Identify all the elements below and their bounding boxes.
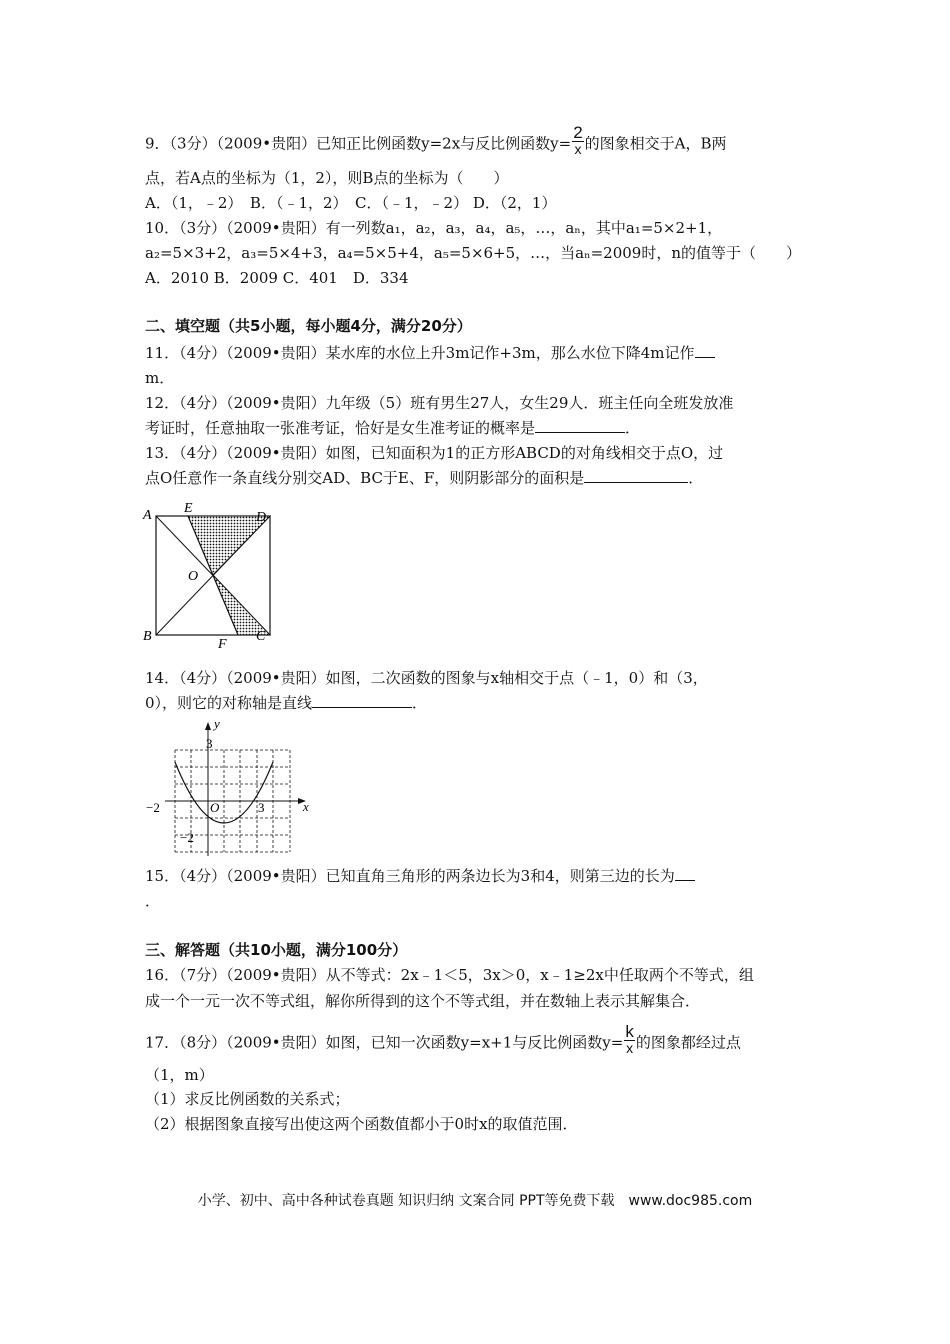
q17-text-a: 17．（8分）（2009•贵阳）如图，已知一次函数y=x+1与反比例函数y=	[145, 1033, 624, 1052]
label-e: E	[184, 501, 193, 516]
q14-parabola-figure	[140, 716, 320, 856]
q11-answer-blank	[695, 343, 715, 358]
q12-line1: 12．（4分）（2009•贵阳）九年级（5）班有男生27人，女生29人．班主任向全班发放准	[145, 394, 734, 412]
q14-line1: 14．（4分）（2009•贵阳）如图，二次函数的图象与x轴相交于点（﹣1，0）和（3，	[145, 669, 708, 687]
q13-answer-blank	[584, 468, 688, 483]
q10-options: A．2010 B．2009 C．401 D．334	[145, 269, 409, 287]
q9-fraction	[572, 124, 583, 157]
q17-text-b: 的图象都经过点	[635, 1033, 741, 1052]
q17-line2: （1，m）	[145, 1066, 214, 1084]
q13-line1: 13．（4分）（2009•贵阳）如图，已知面积为1的正方形ABCD的对角线相交于点O，过	[145, 444, 724, 462]
q13-period: ．	[688, 469, 704, 487]
q11-line2: m．	[145, 369, 175, 387]
section3-title: 三、解答题（共10小题，满分100分）	[145, 941, 408, 959]
q11-text: 11．（4分）（2009•贵阳）某水库的水位上升3m记作+3m，那么水位下降4m记作	[145, 344, 695, 362]
q15-line1	[145, 866, 695, 886]
q15-line2: ．	[145, 892, 161, 910]
q12-period: ．	[625, 419, 641, 437]
q17-frac-den: x	[626, 1040, 634, 1056]
q14-line2	[145, 693, 427, 713]
q17-line4: （2）根据图象直接写出使这两个函数值都小于0时x的取值范围．	[145, 1115, 578, 1133]
label-a: A	[143, 508, 152, 523]
q17-frac-num: k	[625, 1022, 634, 1041]
shaded-triangle-bottom	[213, 575, 270, 635]
label-d: D	[256, 510, 267, 525]
q17-fraction	[624, 1023, 635, 1056]
q9-frac-num: 2	[573, 123, 583, 142]
q17-line3: （1）求反比例函数的关系式；	[145, 1090, 350, 1108]
q14-answer-blank	[312, 693, 412, 708]
q12-answer-blank	[535, 418, 625, 433]
q13-line2	[145, 468, 703, 488]
q13-text: 点O任意作一条直线分别交AD、BC于E、F，则阴影部分的面积是	[145, 469, 585, 487]
label-o: O	[188, 569, 199, 584]
q12-text: 考证时，任意抽取一张准考证，恰好是女生准考证的概率是	[145, 419, 536, 437]
q14-period: ．	[412, 694, 428, 712]
tick-label-x3: 3	[258, 800, 265, 815]
tick-label-y3: 3	[206, 736, 213, 751]
tick-label-xneg2: −2	[146, 800, 160, 815]
q16-line1: 16．（7分）（2009•贵阳）从不等式：2x﹣1＜5，3x＞0，x﹣1≥2x中任取两个不等式，组	[145, 966, 754, 984]
section2-title: 二、填空题（共5小题，每小题4分，满分20分）	[145, 317, 472, 335]
origin-label: O	[210, 800, 220, 815]
label-f: F	[218, 637, 227, 648]
q15-text: 15．（4分）（2009•贵阳）已知直角三角形的两条边长为3和4，则第三边的长为	[145, 867, 675, 885]
q11-line1	[145, 343, 715, 363]
label-b: B	[143, 629, 152, 644]
q9-text-b: 的图象相交于A，B两	[584, 134, 727, 153]
tick-label-yneg2: −2	[180, 830, 194, 845]
q9-text-a: 9．（3分）（2009•贵阳）已知正比例函数y=2x与反比例函数y=	[145, 134, 572, 153]
q14-text: 0），则它的对称轴是直线	[145, 694, 313, 712]
x-axis-label: x	[303, 799, 309, 814]
page-footer[interactable]: 小学、初中、高中各种试卷真题 知识归纳 文案合同 PPT等免费下载 www.doc985.com	[197, 1193, 753, 1209]
q10-line2: a₂=5×3+2，a₃=5×4+3，a₄=5×5+4，a₅=5×6+5，…，当aₙ=2009时，n的值等于（ ）	[145, 244, 802, 262]
q9-line2: 点，若A点的坐标为（1，2），则B点的坐标为（ ）	[145, 169, 509, 187]
y-axis-arrow	[205, 722, 211, 730]
q12-line2	[145, 418, 640, 438]
label-c: C	[256, 629, 266, 644]
q9-line1	[145, 123, 727, 161]
y-axis-label: y	[214, 716, 220, 731]
q10-line1: 10．（3分）（2009•贵阳）有一列数a₁，a₂，a₃，a₄，a₅，…，aₙ，其中a₁=5×2+1，	[145, 219, 723, 237]
q13-square-figure	[140, 498, 280, 648]
q17-line1	[145, 1022, 741, 1060]
q16-line2: 成一个一元一次不等式组，解你所得到的这个不等式组，并在数轴上表示其解集合．	[145, 992, 701, 1010]
q9-options: A．（1，﹣2） B．（﹣1，2） C．（﹣1，﹣2） D．（2，1）	[145, 194, 557, 212]
q9-frac-den: x	[574, 141, 582, 157]
q15-answer-blank	[675, 866, 695, 881]
